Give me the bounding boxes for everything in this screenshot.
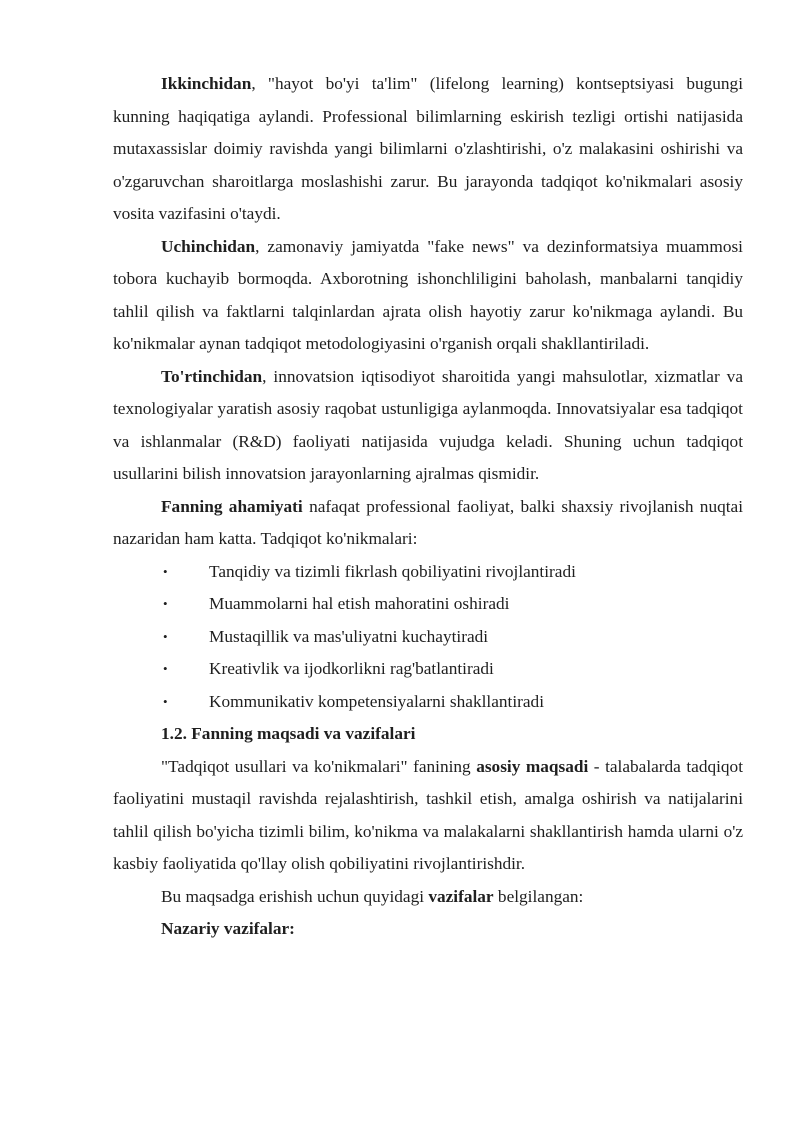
paragraph-text: , innovatsion iqtisodiyot sharoitida yangi mahsulotlar, xizmatlar va texnologiyalar yaratish asosiy raqobat ustunligiga aylanmoqda. Innovatsiyalar esa tadqiqot va ishlanmalar (R&D) faoliyati natijasida vujudga keladi. Shuning uchun tadqiqot usullarini bilish innovatsion jarayonlarning ajralmas qismidir. <box>113 366 743 483</box>
paragraph-third-reason <box>113 231 743 361</box>
list-item <box>113 556 743 589</box>
paragraph-importance <box>113 491 743 556</box>
tasks-text-bold: vazifalar <box>428 886 494 906</box>
document-page <box>113 68 743 946</box>
list-item-text: Kreativlik va ijodkorlikni rag'batlantiradi <box>209 659 494 678</box>
list-item <box>113 621 743 654</box>
paragraph-lead: Fanning ahamiyati <box>161 496 303 516</box>
goal-text-after: - talabalarda tadqiqot faoliyatini mustaqil ravishda rejalashtirish, tashkil etish, amalga oshirish va natijalarini tahlil qilish bo'yicha tizimli bilim, ko'nikma va malakalarni shakllantirish hamda ularni o'z kasbiy faoliyatida qo'llay olish qobiliyatini rivojlantirishdir. <box>113 756 743 873</box>
list-item <box>113 588 743 621</box>
list-item-text: Mustaqillik va mas'uliyatni kuchaytiradi <box>209 626 489 646</box>
bullet-icon: • <box>163 693 168 709</box>
tasks-text-before: Bu maqsadga erishish uchun quyidagi <box>161 886 429 906</box>
goal-text-bold: asosiy maqsadi <box>476 756 589 776</box>
paragraph-goal <box>113 751 743 881</box>
paragraph-text: nafaqat professional faoliyat, balki shaxsiy rivojlanish nuqtai nazaridan ham katta. Tadqiqot ko'nikmalari: <box>113 496 743 548</box>
bullet-icon: • <box>163 661 168 676</box>
paragraph-text: , zamonaviy jamiyatda "fake news" va dezinformatsiya muammosi tobora kuchayib bormoqda. Axborotning ishonchliligini baholash, manbalarni tanqidiy tahlil qilish va faktlarni talqinlardan ajrata olish hayotiy zarur ko'nikmaga aylandi. Bu ko'nikmalar aynan tadqiqot metodologiyasini o'rganish orqali shakllantiriladi. <box>113 236 743 353</box>
paragraph-tasks-intro <box>113 881 743 914</box>
list-item-text: Muammolarni hal etish mahoratini oshiradi <box>209 594 510 613</box>
bullet-icon: • <box>163 596 168 611</box>
section-heading: 1.2. Fanning maqsadi va vazifalari <box>161 724 416 743</box>
goal-text-before: "Tadqiqot usullari va ko'nikmalari" fanining <box>161 756 477 776</box>
list-item <box>113 653 743 686</box>
bullet-icon: • <box>163 563 168 579</box>
paragraph-fourth-reason <box>113 361 743 491</box>
list-item <box>113 686 743 719</box>
list-item-text: Tanqidiy va tizimli fikrlash qobiliyatini rivojlantiradi <box>209 561 576 581</box>
bullet-icon: • <box>163 628 168 644</box>
skills-bullet-list <box>113 556 743 719</box>
paragraph-lead: Ikkinchidan <box>161 74 252 93</box>
list-item-text: Kommunikativ kompetensiyalarni shakllantiradi <box>209 691 544 711</box>
paragraph-lead: Uchinchidan <box>161 236 256 256</box>
tasks-text-after: belgilangan: <box>493 886 584 906</box>
paragraph-lead: To'rtinchidan <box>161 366 263 386</box>
subheading-theoretical-tasks: Nazariy vazifalar: <box>161 919 295 938</box>
paragraph-text: , "hayot bo'yi ta'lim" (lifelong learning) kontseptsiyasi bugungi kunning haqiqatiga aylandi. Professional bilimlarning eskirish tezligi ortishi natijasida mutaxassislar doimiy ravishda yangi bilimlarni o'zlashtirishi, o'z malakasini oshirishi va o'zgaruvchan sharoitlarga moslashishi zarur. Bu jarayonda tadqiqot ko'nikmalari asosiy vosita vazifasini o'taydi. <box>113 74 743 223</box>
paragraph-second-reason <box>113 68 743 231</box>
